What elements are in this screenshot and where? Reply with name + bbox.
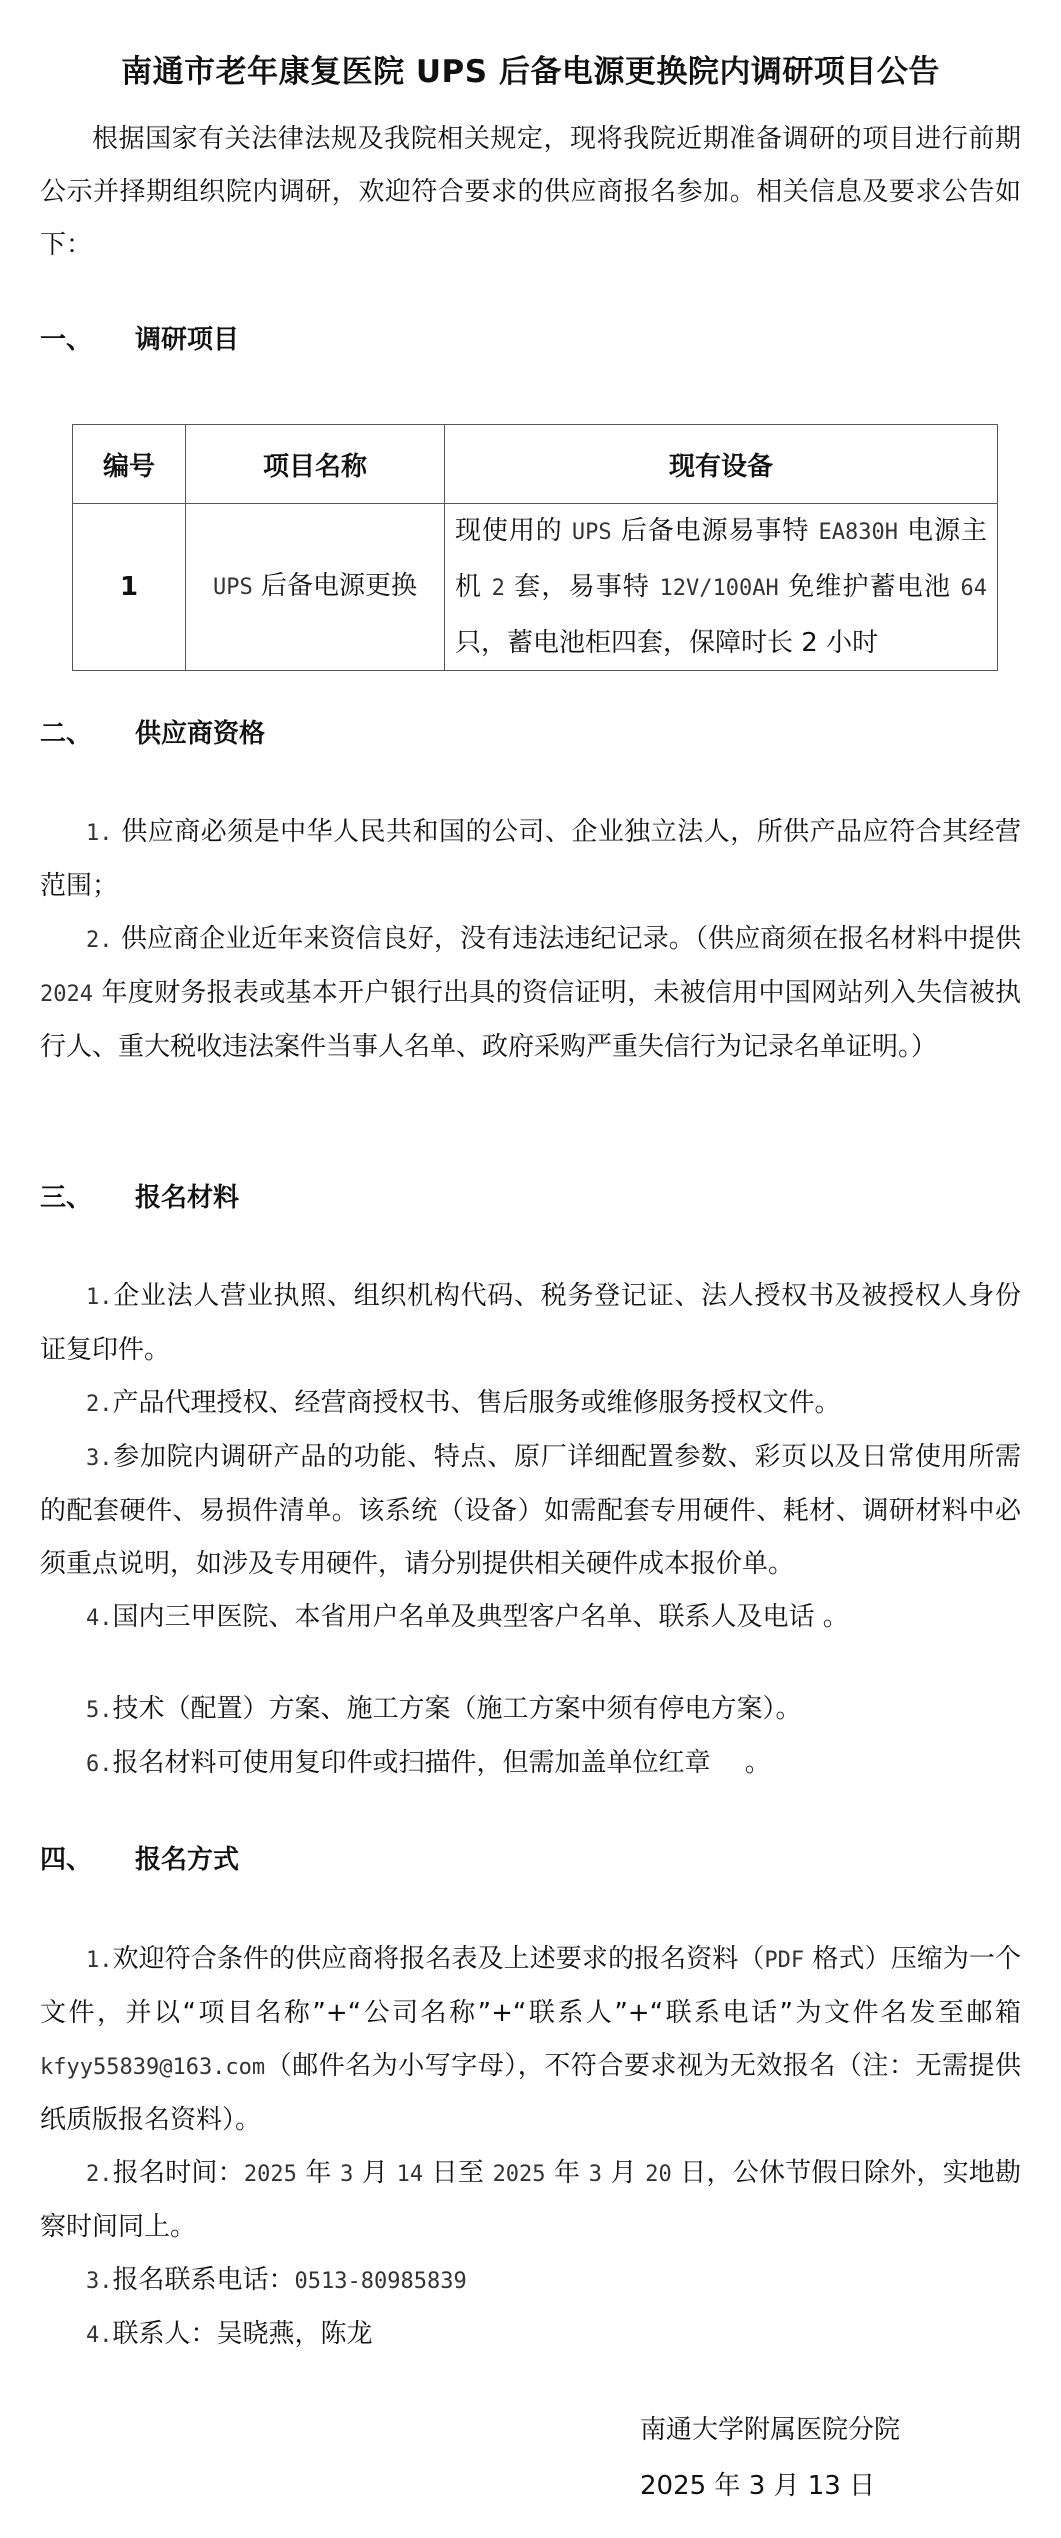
inline-text: 年度财务报表或基本开户银行出具的资信证明，未被信用中国网站列入失信被执行人、重大税收违法案件当事人名单、政府采购严重失信行为记录名单证明。） <box>40 978 1021 1062</box>
inline-text: 年 <box>545 2158 589 2188</box>
list-item <box>40 1431 1021 1591</box>
inline-text: 报名联系电话： <box>112 2265 295 2295</box>
inline-text: 免维护蓄电池 <box>778 572 961 602</box>
inline-text: 套，易事特 <box>504 572 660 602</box>
inline-text: 企业法人营业执照、组织机构代码、税务登记证、法人授权书及被授权人身份证复印件。 <box>40 1281 1021 1365</box>
inline-text: 技术（配置）方案、施工方案（施工方案中须有停电方案）。 <box>112 1694 802 1724</box>
col-header-existing-equipment: 现有设备 <box>445 425 998 504</box>
page-title: 南通市老年康复医院 UPS 后备电源更换院内调研项目公告 <box>121 54 940 90</box>
inline-text: 年 <box>296 2158 341 2188</box>
inline-code-text: 1. <box>86 821 113 846</box>
inline-code-text: 4. <box>86 1606 113 1631</box>
intro-paragraph: 根据国家有关法律法规及我院相关规定，现将我院近期准备调研的项目进行前期公示并择期组织院内调研，欢迎符合要求的供应商报名参加。相关信息及要求公告如下： <box>40 124 1021 260</box>
list-item <box>40 2147 1021 2254</box>
list-item <box>40 1591 1021 1645</box>
inline-code-text: UPS <box>571 520 612 545</box>
inline-text: （邮件名为小写字母），不符合要求视为无效报名（注：无需提供纸质版报名资料）。 <box>40 2051 1021 2135</box>
inline-code-text: 3. <box>86 1446 113 1471</box>
section-title: 调研项目 <box>135 325 240 355</box>
inline-code-text: PDF <box>764 1948 805 1973</box>
list-item <box>40 913 1021 1074</box>
list-item <box>40 2254 1021 2308</box>
list-item <box>40 806 1021 913</box>
inline-code-text: 12V/100AH <box>659 576 779 601</box>
inline-text: 欢迎符合条件的供应商将报名表及上述要求的报名资料（ <box>112 1944 765 1974</box>
inline-text: 日，公休节假日除外，实地勘察时间同上。 <box>40 2158 1022 2242</box>
inline-code-text: 3 <box>340 2162 354 2187</box>
section-heading-3 <box>40 1178 239 1218</box>
inline-text: 产品代理授权、经营商授权书、售后服务或维修服务授权文件。 <box>112 1388 841 1418</box>
inline-code-text: 14 <box>396 2162 424 2187</box>
section-heading-4 <box>40 1840 239 1880</box>
inline-code-text: 64 <box>960 576 988 601</box>
section-title: 报名材料 <box>135 1183 240 1213</box>
inline-text: 格式）压缩为一个文件，并以“项目名称”+“公司名称”+“联系人”+“联系电话”为文件名发至邮箱 <box>40 1944 1021 2028</box>
inline-text: 月 <box>353 2158 397 2188</box>
inline-text: 联系人：吴晓燕，陈龙 <box>112 2319 373 2349</box>
inline-text: 报名材料可使用复印件或扫描件，但需加盖单位红章 。 <box>112 1748 771 1778</box>
inline-text: 电源主机 <box>455 516 988 602</box>
table-header-row <box>73 425 998 504</box>
inline-text: 后备电源易事特 <box>611 516 819 546</box>
inline-code-text: 3 <box>588 2162 603 2187</box>
materials-list <box>40 1270 1021 1791</box>
section-number: 四、 <box>40 1845 93 1875</box>
cell-project-name <box>186 504 445 671</box>
inline-code-text: 20 <box>645 2162 672 2187</box>
col-header-project-name: 项目名称 <box>186 425 445 504</box>
inline-code-text: 2. <box>86 1392 113 1417</box>
section-title: 供应商资格 <box>135 719 266 749</box>
inline-code-text: 2025 <box>492 2162 546 2187</box>
section-heading-2 <box>40 714 265 754</box>
project-name-text: 后备电源更换 <box>252 571 417 601</box>
inline-text: 供应商企业近年来资信良好，没有违法违纪记录。（供应商须在报名材料中提供 <box>112 924 1021 954</box>
section-number: 二、 <box>40 719 93 749</box>
inline-text: 月 <box>602 2158 646 2188</box>
section-heading-1 <box>40 320 239 360</box>
registration-list <box>40 1933 1021 2362</box>
list-item <box>40 2308 1021 2362</box>
inline-text: 供应商必须是中华人民共和国的公司、企业独立法人，所供产品应符合其经营范围； <box>40 817 1021 901</box>
inline-code-text: 2. <box>86 2162 113 2187</box>
inline-code-text: EA830H <box>818 520 898 545</box>
section-number: 一、 <box>40 325 93 355</box>
signature-date: 2025 年 3 月 13 日 <box>640 2471 876 2501</box>
section-title: 报名方式 <box>135 1845 240 1875</box>
col-header-number: 编号 <box>73 425 186 504</box>
inline-text: 日至 <box>423 2158 493 2188</box>
inline-code-text: 6. <box>86 1752 113 1777</box>
inline-code-text: 2025 <box>243 2162 297 2187</box>
inline-text: 现使用的 <box>455 516 572 546</box>
inline-code-text: 1. <box>86 1948 113 1973</box>
project-table <box>72 424 998 671</box>
list-item <box>40 1933 1021 2147</box>
inline-code-text: 5. <box>86 1698 113 1723</box>
list-item <box>40 1737 1021 1791</box>
inline-code-text: 4. <box>86 2323 113 2348</box>
signature-organization: 南通大学附属医院分院 <box>640 2415 901 2445</box>
table-row <box>73 504 998 671</box>
inline-code-text: kfyy55839@163.com <box>40 2055 266 2080</box>
project-name-code: UPS <box>212 575 253 600</box>
inline-code-text: 2. <box>86 928 113 953</box>
cell-number: 1 <box>73 504 186 671</box>
inline-code-text: 2024 <box>40 982 93 1007</box>
inline-code-text: 2 <box>491 576 505 601</box>
list-item <box>40 1683 1021 1737</box>
list-item <box>40 1270 1021 1377</box>
inline-code-text: 1. <box>86 1285 113 1310</box>
list-item <box>40 1377 1021 1431</box>
inline-text: 参加院内调研产品的功能、特点、原厂详细配置参数、彩页以及日常使用所需的配套硬件、易损件清单。该系统（设备）如需配套专用硬件、耗材、调研材料中必须重点说明，如涉及专用硬件，请分别提供相关硬件成本报价单。 <box>40 1442 1021 1579</box>
inline-text: 国内三甲医院、本省用户名单及典型客户名单、联系人及电话 。 <box>112 1602 849 1632</box>
section-number: 三、 <box>40 1183 93 1213</box>
inline-text: 报名时间： <box>112 2158 244 2188</box>
qualifications-list <box>40 806 1021 1074</box>
inline-text: 只，蓄电池柜四套，保障时长 2 小时 <box>455 628 879 658</box>
inline-code-text: 3. <box>86 2269 113 2294</box>
cell-existing-equipment <box>445 504 998 671</box>
inline-code-text: 0513-80985839 <box>294 2269 467 2294</box>
